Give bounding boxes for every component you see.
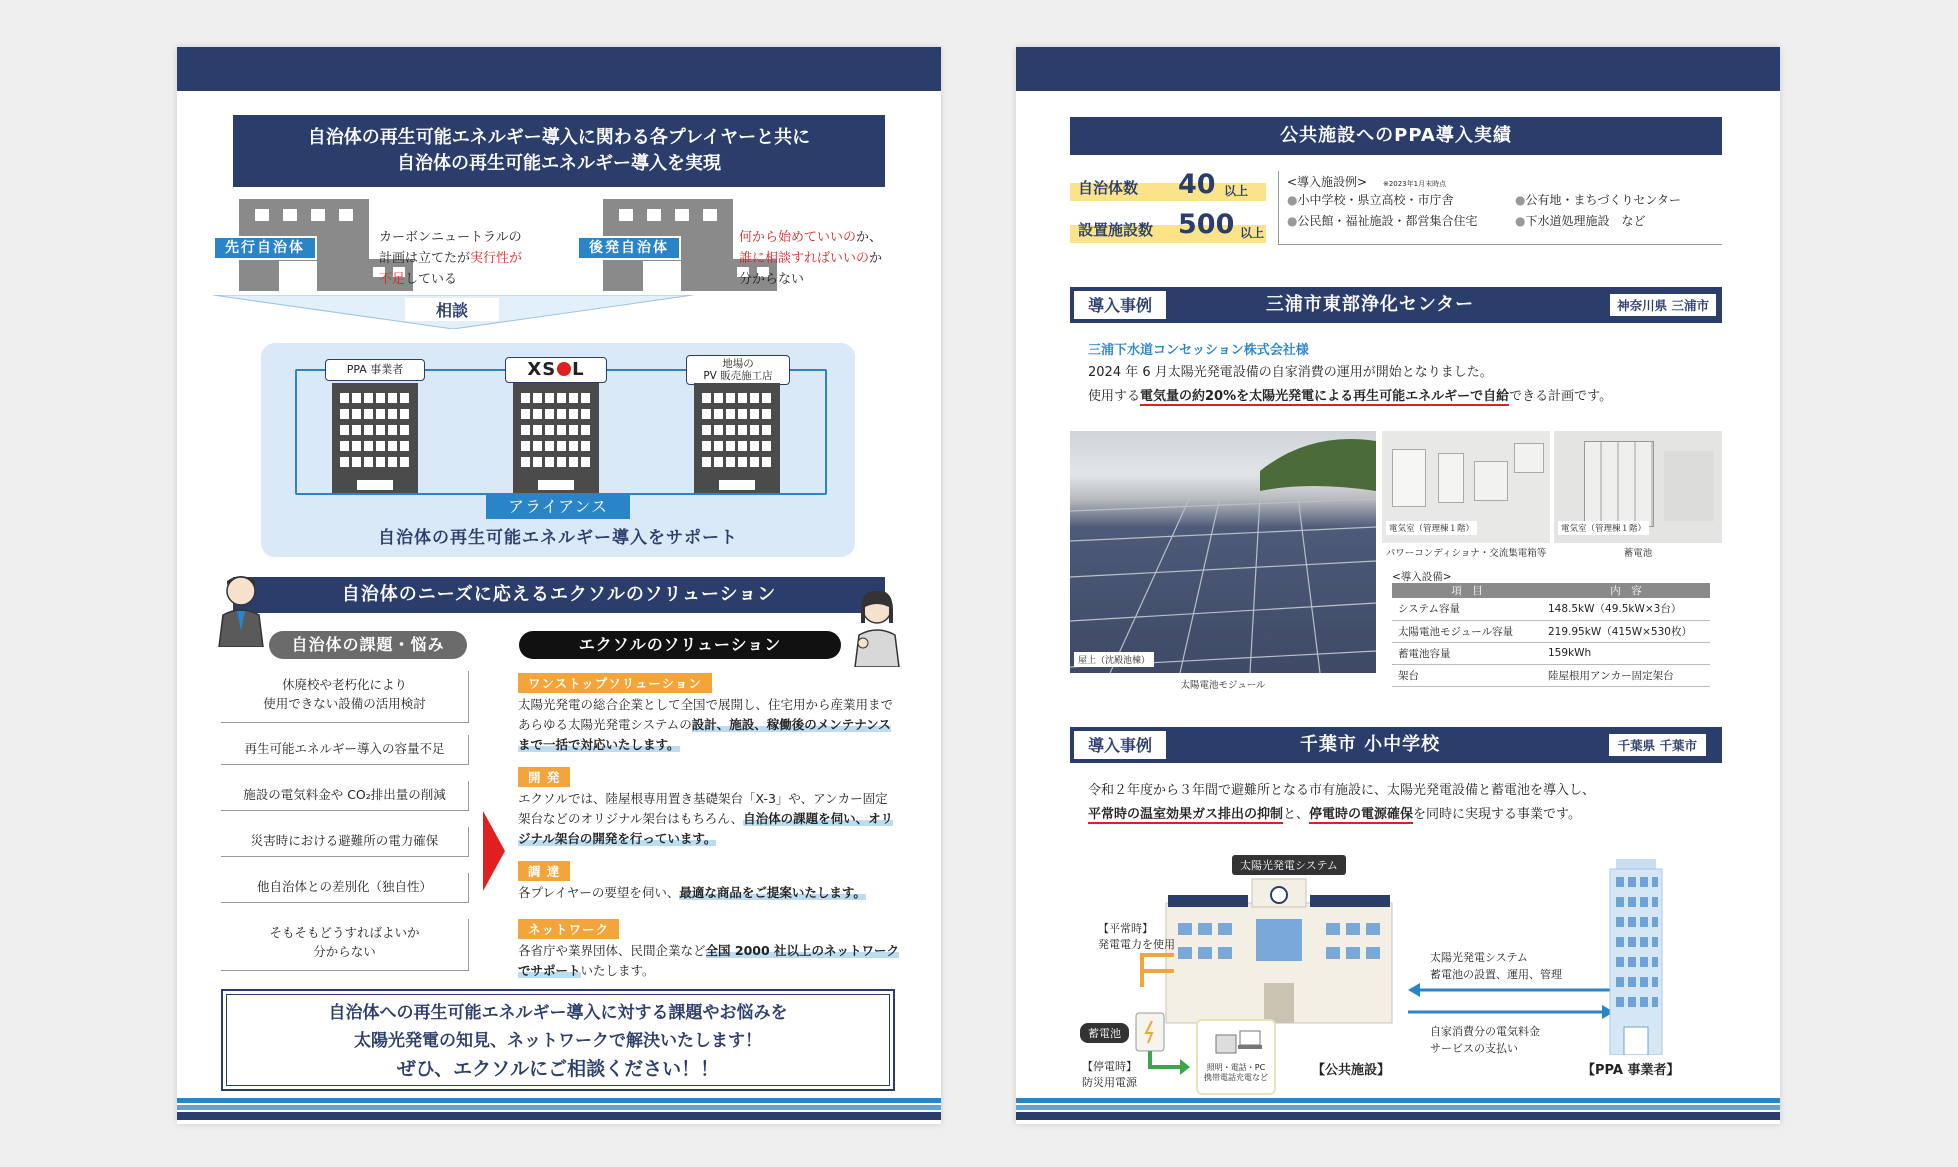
man-icon	[215, 571, 267, 647]
case1-banner	[1070, 287, 1722, 323]
solar-panel-photo	[1070, 431, 1376, 673]
facility-example-item: ●小中学校・県立高校・市庁舎	[1287, 193, 1454, 207]
red-arrow-icon	[483, 811, 505, 891]
advanced-municipality-text: カーボンニュートラルの 計画は立てたが実行性が 不足している	[379, 230, 523, 287]
case2-banner	[1070, 727, 1722, 763]
case1-desc1: 2024 年 6 月太陽光発電設備の自家消費の運用が開始となりました。	[1088, 365, 1493, 380]
issues-header: 自治体の課題・悩み	[269, 631, 467, 659]
public-facility-illustration	[1156, 873, 1402, 1049]
header-line2: 自治体の再生可能エネルギー導入を実現	[397, 153, 721, 174]
top-bar	[1016, 47, 1780, 91]
ppa-provider-label: 【PPA 事業者】	[1582, 1063, 1680, 1078]
footer-message-box	[221, 989, 895, 1091]
devices-box: 照明・電話・PC 携帯電話充電など	[1196, 1019, 1276, 1095]
solutions-header: 自治体のニーズに応えるエクソルのソリューション	[233, 577, 885, 613]
pv-dealer-building-icon	[694, 383, 780, 493]
spec-title: <導入設備>	[1392, 571, 1452, 583]
blue-arrow-left-icon	[1408, 983, 1614, 997]
table-header-row: 項 目 内 容	[1392, 583, 1710, 598]
late-municipality-tag: 後発自治体	[577, 236, 681, 260]
arrow2-text: 自家消費分の電気料金 サービスの支払い	[1430, 1025, 1540, 1055]
solution-text: 各プレイヤーの要望を伺い、最適な商品をご提案いたします。	[518, 885, 866, 900]
issue-item: 他自治体との差別化（独自性）	[221, 873, 469, 903]
bottom-bars	[1016, 1098, 1780, 1124]
battery-label: 蓄電池	[1080, 1023, 1129, 1043]
municipal-count-stat: 自治体数 40 以上	[1070, 169, 1266, 203]
solution-tag: 調 達	[518, 861, 570, 881]
bottom-bars	[177, 1098, 941, 1124]
case1-desc2: 使用する電気量の約20%を太陽光発電による再生可能エネルギーで自給できる計画です。	[1088, 389, 1613, 404]
solution-tag: ネットワーク	[518, 919, 619, 939]
power-conditioner-caption: パワーコンディショナ・交流集電箱等	[1385, 548, 1547, 559]
solution-tag: ワンストップソリューション	[518, 673, 712, 693]
left-header-banner	[233, 115, 885, 187]
header-line1: 自治体の再生可能エネルギー導入に関わる各プレイヤーと共に	[307, 127, 811, 148]
consult-label: 相談	[405, 298, 499, 321]
case2-desc2: 平常時の温室効果ガス排出の抑制と、停電時の電源確保を同時に実現する事業です。	[1088, 807, 1582, 822]
green-arrow-icon	[1146, 1051, 1190, 1075]
table-row: 蓄電池容量 159kWh	[1392, 642, 1710, 664]
facility-example-item: ●公民館・福祉施設・都営集合住宅	[1287, 214, 1478, 228]
photo-inset-label: 電気室（管理棟１階）	[1558, 521, 1649, 535]
battery-photo	[1554, 431, 1722, 543]
issue-item: そもそもどうすればよいか 分からない	[221, 919, 469, 971]
xsol-logo: XS L	[505, 357, 607, 383]
normal-time-label: 【平常時】 発電電力を使用	[1098, 922, 1175, 951]
solution-header: エクソルのソリューション	[519, 631, 841, 659]
case1-name: 三浦市東部浄化センター	[1265, 294, 1475, 315]
issue-item: 施設の電気料金や CO₂排出量の削減	[221, 781, 469, 811]
left-page	[177, 47, 941, 1124]
case2-name: 千葉市 小中学校	[1299, 734, 1441, 755]
ppa-provider-building-icon	[1608, 853, 1664, 1055]
table-row: システム容量 148.5kW（49.5kW×3台）	[1392, 598, 1710, 620]
footer-line2: 太陽光発電の知見、ネットワークで解決いたします！	[354, 1031, 762, 1051]
orange-arrow-icon	[1136, 953, 1180, 989]
case1-prefecture: 神奈川県 三浦市	[1610, 294, 1716, 316]
solar-system-label: 太陽光発電システム	[1232, 855, 1346, 875]
solution-text: 各省庁や業界団体、民間企業など全国 2000 社以上のネットワークでサポートいたします。	[518, 943, 900, 978]
facility-example-item: ●下水道処理施設 など	[1515, 214, 1646, 228]
issue-item: 再生可能エネルギー導入の容量不足	[221, 735, 469, 765]
battery-caption: 蓄電池	[1623, 548, 1653, 559]
alliance-label: アライアンス	[486, 495, 630, 519]
table-row: 太陽電池モジュール容量 219.95kW（415W×530枚）	[1392, 620, 1710, 642]
case-tag: 導入事例	[1074, 291, 1166, 319]
ppa-results-title: 公共施設へのPPA導入実績	[1070, 117, 1722, 155]
blue-arrow-right-icon	[1408, 1005, 1614, 1019]
advanced-municipality-tag: 先行自治体	[213, 236, 317, 260]
spec-table	[1392, 583, 1710, 687]
footer-line1: 自治体への再生可能エネルギー導入に対する課題やお悩みを	[328, 1003, 788, 1023]
battery-icon	[1134, 1009, 1166, 1053]
woman-icon	[849, 587, 905, 667]
arrow1-text: 太陽光発電システム 蓄電池の設置、運用、管理	[1430, 951, 1562, 981]
power-conditioner-photo	[1382, 431, 1550, 543]
public-facility-label: 【公共施設】	[1312, 1063, 1391, 1078]
late-municipality-text: 何から始めていいのか、 誰に相談すればいいのか 分からない	[739, 230, 883, 287]
facility-example-item: ●公有地・まちづくりセンター	[1515, 193, 1681, 207]
solution-text: 太陽光発電の総合企業として全国で展開し、住宅用から産業用まであらゆる太陽光発電システムの設計、施設、稼働後のメンテナンスまで一括で対応いたします。	[518, 697, 894, 752]
footer-line3: ぜひ、エクソルにご相談ください！！	[396, 1058, 720, 1080]
solution-text: エクソルでは、陸屋根専用置き基礎架台「X-3」や、アンカー固定架台などのオリジナル架台はもちろん、自治体の課題を伺い、オリジナル架台の開発を行っています。	[518, 791, 894, 846]
photo-inset-label: 電気室（管理棟１階）	[1386, 521, 1477, 535]
facility-count-stat: 設置施設数 500 以上	[1070, 209, 1266, 245]
photo-inset-label: 屋上（沈殿池棟）	[1074, 652, 1154, 667]
xsol-building-icon	[513, 383, 599, 493]
case1-company: 三浦下水道コンセッション株式会社様	[1088, 343, 1309, 358]
solar-panel-caption: 太陽電池モジュール	[1180, 680, 1266, 691]
ppa-provider-building-icon	[332, 383, 418, 493]
table-row: 架台 陸屋根用アンカー固定架台	[1392, 664, 1710, 686]
alliance-support-text: 自治体の再生可能エネルギー導入をサポート	[378, 528, 738, 548]
solution-tag: 開 発	[518, 767, 570, 787]
case2-prefecture: 千葉県 千葉市	[1609, 734, 1706, 756]
pv-dealer-label: 地場の PV 販売施工店	[686, 355, 790, 385]
case2-desc1: 令和２年度から３年間で避難所となる市有施設に、太陽光発電設備と蓄電池を導入し、	[1088, 783, 1596, 798]
issue-item: 災害時における避難所の電力確保	[221, 827, 469, 857]
facility-examples-box: <導入施設例> ※2023年1月末時点 ●小中学校・県立高校・市庁舎 ●公有地・まちづくりセンター ●公民館・福祉施設・都営集合住宅 ●下水道処理施設 など	[1278, 171, 1722, 245]
top-bar	[177, 47, 941, 91]
outage-label: 【停電時】 防災用電源	[1082, 1060, 1137, 1089]
right-page	[1016, 47, 1780, 1124]
issue-item: 休廃校や老朽化により 使用できない設備の活用検討	[221, 671, 469, 723]
case-tag: 導入事例	[1074, 731, 1166, 759]
ppa-provider-label: PPA 事業者	[325, 359, 425, 381]
